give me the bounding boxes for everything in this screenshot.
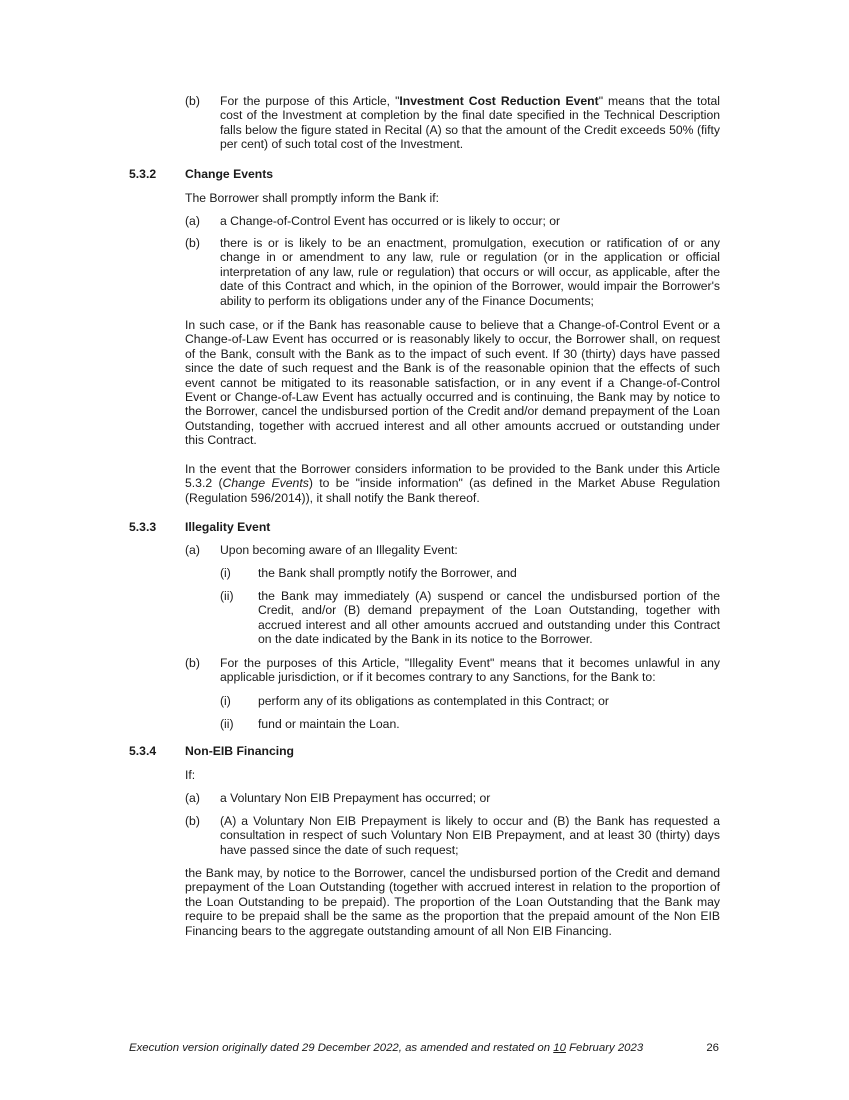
page-footer	[129, 1041, 719, 1055]
footer-version-text: Execution version originally dated 29 December 2022, as amended and restated on 10 February 2023	[129, 1042, 644, 1054]
list-label: (a)	[185, 791, 200, 805]
section-intro: If:	[185, 768, 196, 782]
section-number: 5.3.2	[129, 167, 157, 181]
section-title: Illegality Event	[185, 520, 271, 534]
list-item-text: there is or is likely to be an enactment, promulgation, execution or ratification of or any change in or amendment to any law, rule or regulation (or in the application or official interpretation of any law, rule or regulation) that occurs or will occur, as applicable, after the date of this Contract and which, in the opinion of the Borrower, would impair the Borrower's ability to perform its obligations under any of the Finance Documents;	[220, 236, 720, 308]
list-item-text: Upon becoming aware of an Illegality Event:	[220, 543, 458, 557]
sublist-item-text: the Bank shall promptly notify the Borrower, and	[258, 566, 517, 580]
list-label: (b)	[185, 94, 200, 108]
section-number: 5.3.3	[129, 520, 157, 534]
list-item-text: (A) a Voluntary Non EIB Prepayment is likely to occur and (B) the Bank has requested a consultation in respect of such Voluntary Non EIB Prepayment, and at least 30 (thirty) days have passed since the date of such request;	[220, 814, 720, 857]
body-paragraph: the Bank may, by notice to the Borrower, cancel the undisbursed portion of the Credit and demand prepayment of the Loan Outstanding (together with accrued interest in relation to the proportion of the Loan Outstanding to be prepaid). The proportion of the Loan Outstanding that the Bank may require to be prepaid shall be the same as the proportion that the prepaid amount of the Non EIB Financing bears to the aggregate outstanding amount of all Non EIB Financing.	[185, 866, 720, 938]
investment-cost-reduction-definition: For the purpose of this Article, "Investment Cost Reduction Event" means that the total cost of the Investment at completion by the final date specified in the Technical Description falls below the figure stated in Recital (A) so that the amount of the Credit exceeds 50% (fifty per cent) of such total cost of the Investment.	[220, 94, 720, 152]
list-label: (b)	[185, 236, 200, 250]
section-intro: The Borrower shall promptly inform the Bank if:	[185, 191, 440, 205]
sublist-item-text: perform any of its obligations as contemplated in this Contract; or	[258, 694, 609, 708]
list-item-text: For the purposes of this Article, "Illegality Event" means that it becomes unlawful in any applicable jurisdiction, or if it becomes contrary to any Sanctions, for the Bank to:	[220, 656, 720, 685]
body-paragraph: In such case, or if the Bank has reasonable cause to believe that a Change-of-Control Event or a Change-of-Law Event has occurred or is reasonably likely to occur, the Borrower shall, on request of the Bank, consult with the Bank as to the impact of such event. If 30 (thirty) days have passed since the date of such request and the Bank is of the reasonable opinion that the effects of such event cannot be mitigated to its reasonable satisfaction, or in any event if a Change-of-Control Event or Change-of-Law Event has actually occurred and is continuing, the Bank may by notice to the Borrower, cancel the undisbursed portion of the Credit and/or demand prepayment of the Loan Outstanding, together with accrued interest and all other amounts accrued or outstanding under this Contract.	[185, 318, 720, 448]
sublist-item-text: the Bank may immediately (A) suspend or cancel the undisbursed portion of the Credit, and/or (B) demand prepayment of the Loan Outstanding, together with accrued interest and all other amounts accrued and outstanding under this Contract on the date indicated by the Bank in its notice to the Borrower.	[258, 589, 720, 647]
sublist-label: (i)	[220, 566, 231, 580]
defined-term: Investment Cost Reduction Event	[399, 94, 599, 108]
list-label: (b)	[185, 656, 200, 670]
list-label: (a)	[185, 214, 200, 228]
section-number: 5.3.4	[129, 744, 157, 758]
sublist-label: (i)	[220, 694, 231, 708]
list-item-text: a Change-of-Control Event has occurred or is likely to occur; or	[220, 214, 561, 228]
page-number: 26	[706, 1042, 719, 1054]
sublist-label: (ii)	[220, 589, 234, 603]
sublist-label: (ii)	[220, 717, 234, 731]
section-title: Change Events	[185, 167, 274, 181]
list-label: (b)	[185, 814, 200, 828]
body-paragraph: In the event that the Borrower considers information to be provided to the Bank under this Article 5.3.2 (Change Events) to be "inside information" (as defined in the Market Abuse Regulation (Regulation 596/2014)), it shall notify the Bank thereof.	[185, 462, 720, 505]
cross-reference: Change Events	[222, 476, 309, 491]
sublist-item-text: fund or maintain the Loan.	[258, 717, 400, 731]
list-label: (a)	[185, 543, 200, 557]
section-title: Non-EIB Financing	[185, 744, 295, 758]
list-item-text: a Voluntary Non EIB Prepayment has occurred; or	[220, 791, 491, 805]
